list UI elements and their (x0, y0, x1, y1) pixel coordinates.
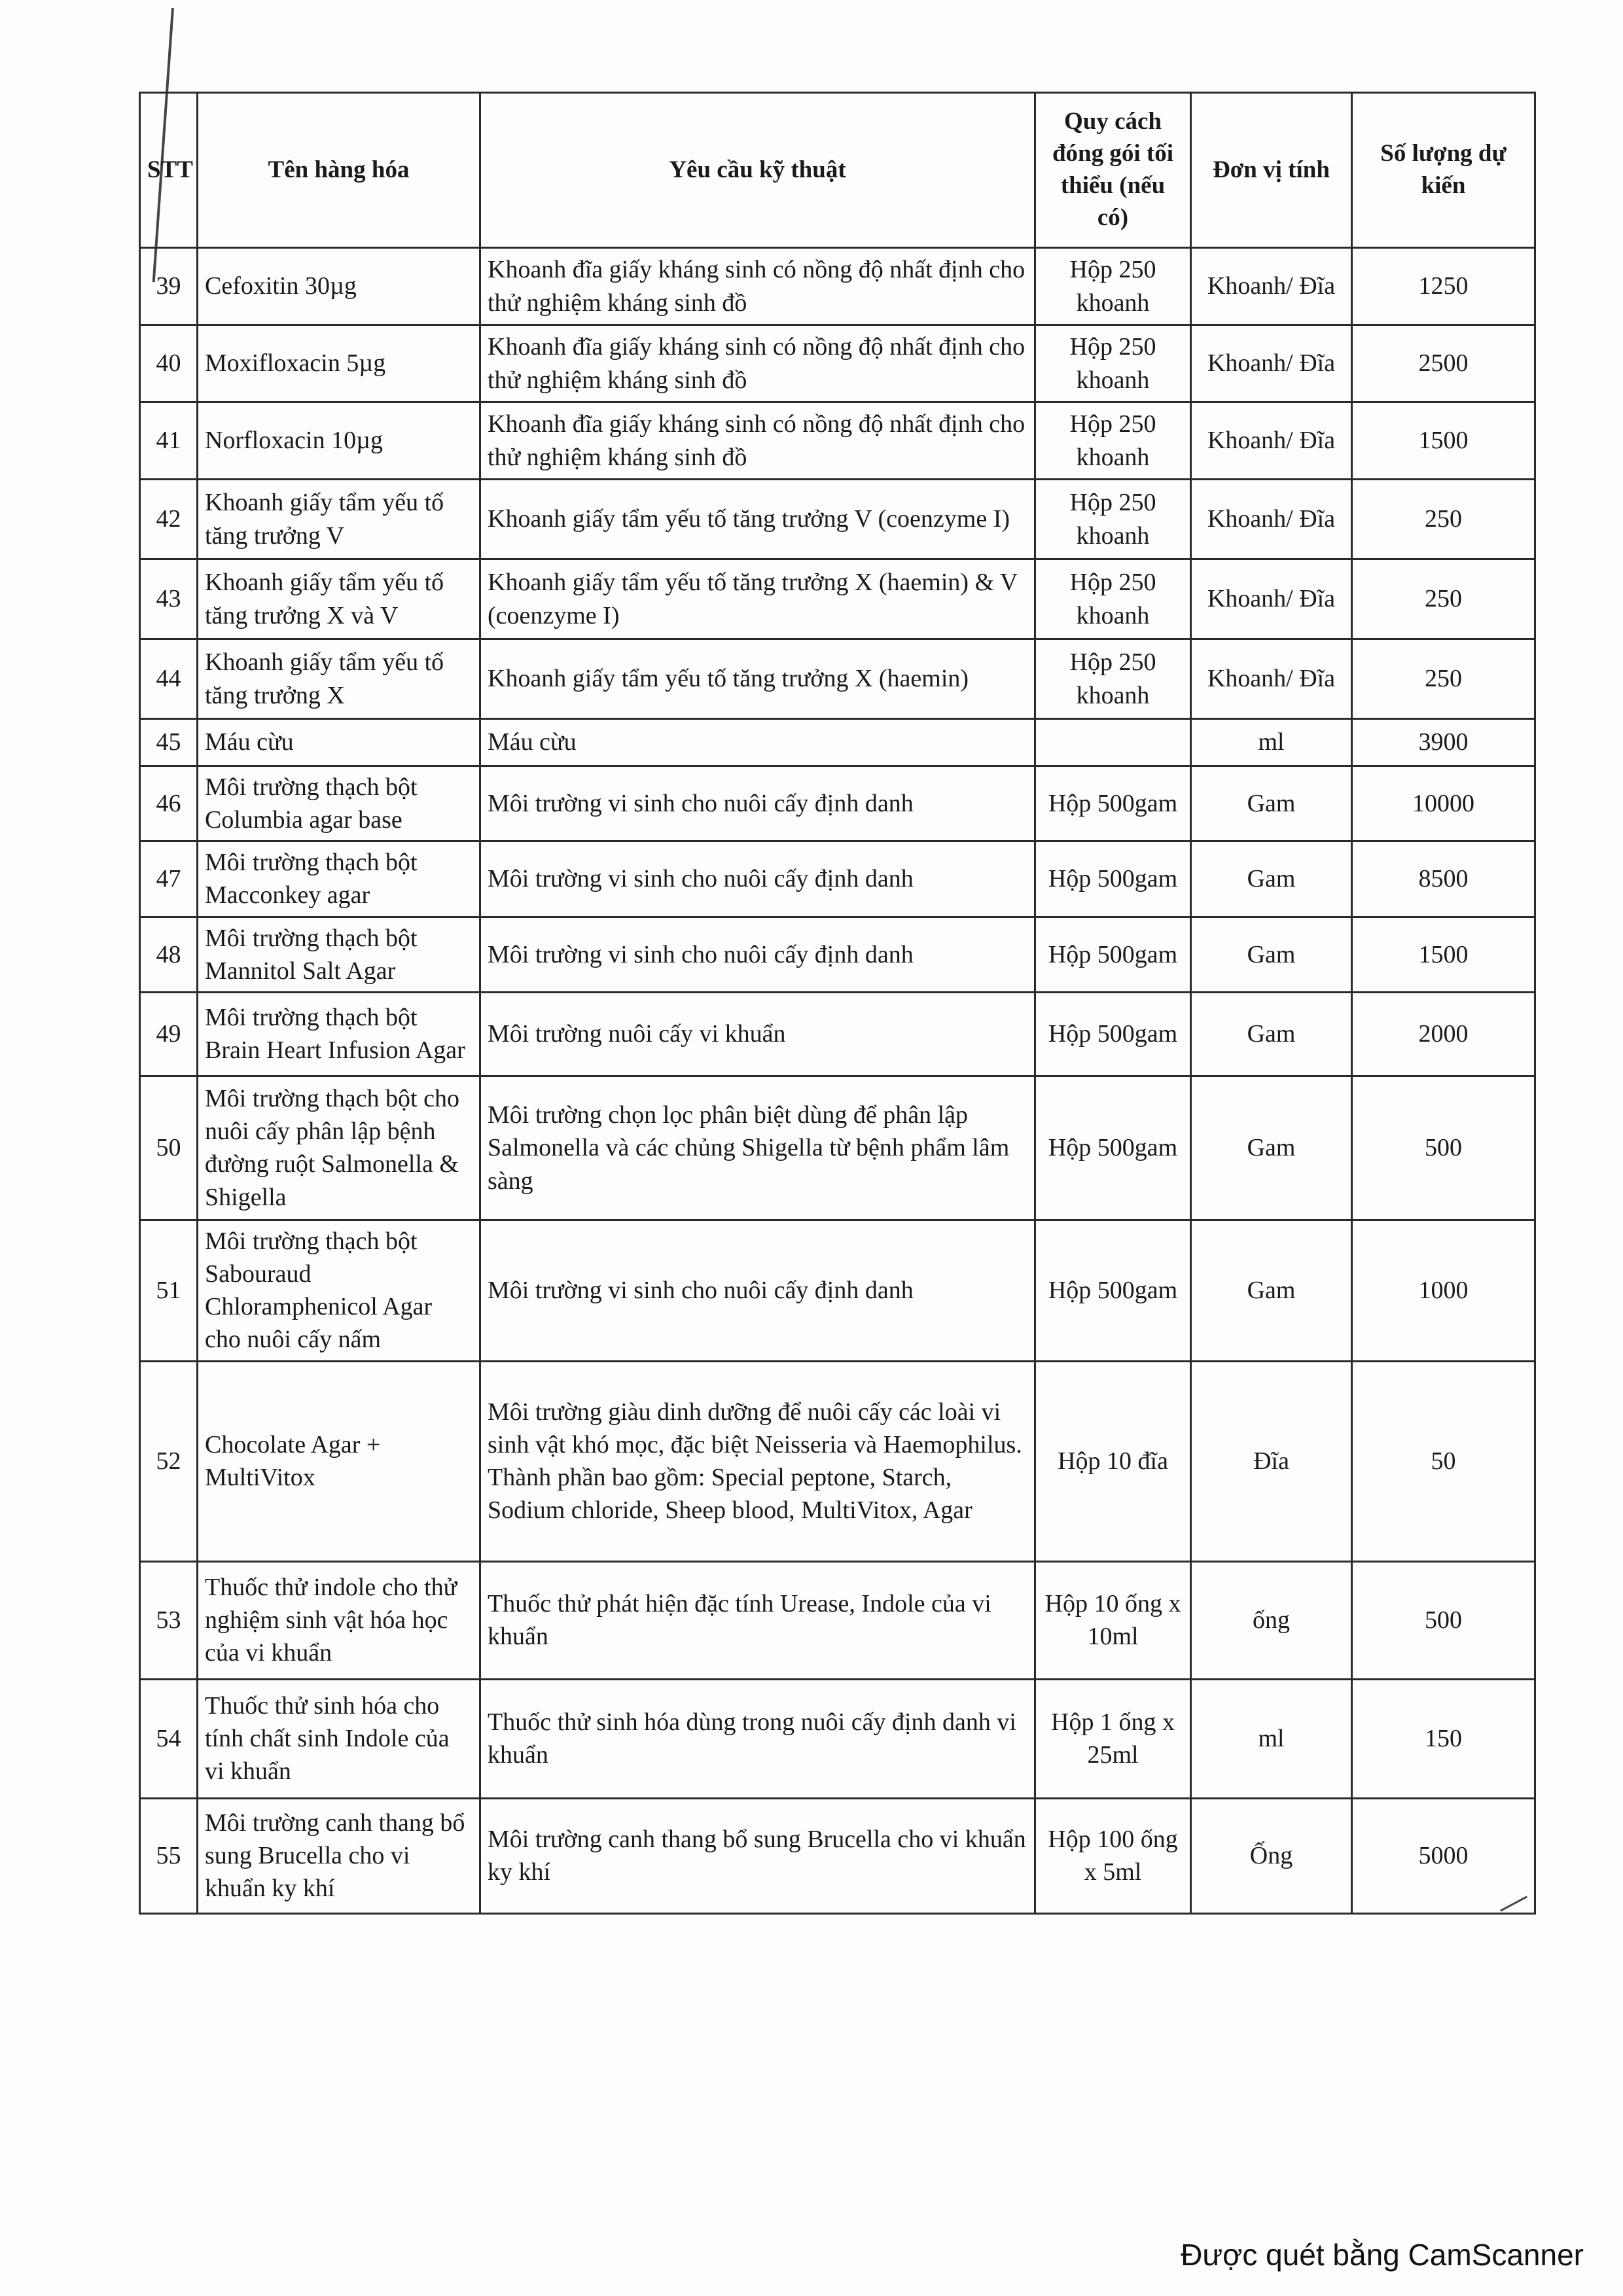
cell-requirements: Khoanh đĩa giấy kháng sinh có nồng độ nhất định cho thử nghiệm kháng sinh đồ (480, 325, 1035, 402)
table-header-row (140, 93, 1535, 248)
cell-name: Máu cừu (198, 719, 480, 766)
cell-name: Moxifloxacin 5µg (198, 325, 480, 402)
goods-table-container (139, 92, 1534, 1915)
cell-quantity: 250 (1352, 639, 1535, 719)
cell-unit: ống (1191, 1561, 1352, 1679)
cell-stt: 45 (140, 719, 198, 766)
cell-name: Cefoxitin 30µg (198, 248, 480, 325)
cell-packaging: Hộp 250 khoanh (1035, 559, 1191, 639)
cell-unit: Gam (1191, 766, 1352, 841)
table-row (140, 1561, 1535, 1679)
table-row (140, 248, 1535, 325)
table-row (140, 1798, 1535, 1913)
cell-requirements: Môi trường giàu dinh dưỡng để nuôi cấy các loài vi sinh vật khó mọc, đặc biệt Neisseria và Haemophilus. Thành phần bao gồm: Special peptone, Starch, Sodium chloride, Sheep blood, MultiVitox, Agar (480, 1361, 1035, 1561)
cell-stt: 41 (140, 402, 198, 480)
table-row (140, 1679, 1535, 1798)
cell-name: Norfloxacin 10µg (198, 402, 480, 480)
cell-name: Môi trường thạch bột cho nuôi cấy phân lập bệnh đường ruột Salmonella & Shigella (198, 1076, 480, 1220)
cell-quantity: 250 (1352, 559, 1535, 639)
header-name: Tên hàng hóa (198, 93, 480, 248)
header-stt: STT (140, 93, 198, 248)
cell-quantity: 1000 (1352, 1220, 1535, 1361)
header-quantity: Số lượng dự kiến (1352, 93, 1535, 248)
cell-stt: 39 (140, 248, 198, 325)
cell-stt: 46 (140, 766, 198, 841)
table-row (140, 402, 1535, 480)
cell-stt: 47 (140, 841, 198, 917)
cell-requirements: Môi trường vi sinh cho nuôi cấy định danh (480, 917, 1035, 992)
cell-packaging: Hộp 250 khoanh (1035, 480, 1191, 559)
cell-name: Chocolate Agar + MultiVitox (198, 1361, 480, 1561)
cell-requirements: Máu cừu (480, 719, 1035, 766)
cell-packaging: Hộp 10 đĩa (1035, 1361, 1191, 1561)
cell-packaging: Hộp 250 khoanh (1035, 325, 1191, 402)
table-row (140, 480, 1535, 559)
header-requirements: Yêu cầu kỹ thuật (480, 93, 1035, 248)
table-row (140, 841, 1535, 917)
table-row (140, 766, 1535, 841)
cell-requirements: Khoanh giấy tẩm yếu tố tăng trưởng V (coenzyme I) (480, 480, 1035, 559)
cell-unit: ml (1191, 1679, 1352, 1798)
cell-name: Môi trường thạch bột Brain Heart Infusion Agar (198, 992, 480, 1076)
cell-packaging: Hộp 250 khoanh (1035, 248, 1191, 325)
table-row (140, 325, 1535, 402)
cell-name: Môi trường canh thang bổ sung Brucella cho vi khuẩn ky khí (198, 1798, 480, 1913)
cell-quantity: 3900 (1352, 719, 1535, 766)
cell-packaging: Hộp 250 khoanh (1035, 639, 1191, 719)
cell-requirements: Môi trường vi sinh cho nuôi cấy định danh (480, 766, 1035, 841)
cell-packaging: Hộp 500gam (1035, 917, 1191, 992)
cell-unit: Gam (1191, 1076, 1352, 1220)
cell-name: Môi trường thạch bột Columbia agar base (198, 766, 480, 841)
cell-unit: Gam (1191, 992, 1352, 1076)
cell-quantity: 10000 (1352, 766, 1535, 841)
cell-unit: Ống (1191, 1798, 1352, 1913)
cell-stt: 42 (140, 480, 198, 559)
cell-quantity: 5000 (1352, 1798, 1535, 1913)
cell-packaging (1035, 719, 1191, 766)
cell-unit: Đĩa (1191, 1361, 1352, 1561)
cell-quantity: 2000 (1352, 992, 1535, 1076)
cell-quantity: 1250 (1352, 248, 1535, 325)
cell-name: Môi trường thạch bột Mannitol Salt Agar (198, 917, 480, 992)
cell-quantity: 1500 (1352, 917, 1535, 992)
cell-requirements: Thuốc thử phát hiện đặc tính Urease, Indole của vi khuẩn (480, 1561, 1035, 1679)
cell-packaging: Hộp 1 ống x 25ml (1035, 1679, 1191, 1798)
cell-stt: 49 (140, 992, 198, 1076)
table-row (140, 917, 1535, 992)
cell-quantity: 250 (1352, 480, 1535, 559)
cell-name: Môi trường thạch bột Macconkey agar (198, 841, 480, 917)
table-row (140, 719, 1535, 766)
cell-quantity: 150 (1352, 1679, 1535, 1798)
cell-requirements: Môi trường vi sinh cho nuôi cấy định danh (480, 841, 1035, 917)
header-packaging: Quy cách đóng gói tối thiểu (nếu có) (1035, 93, 1191, 248)
cell-unit: Khoanh/ Đĩa (1191, 639, 1352, 719)
cell-unit: Gam (1191, 1220, 1352, 1361)
cell-name: Thuốc thử indole cho thử nghiệm sinh vật hóa học của vi khuẩn (198, 1561, 480, 1679)
cell-name: Khoanh giấy tẩm yếu tố tăng trưởng X và V (198, 559, 480, 639)
cell-name: Thuốc thử sinh hóa cho tính chất sinh Indole của vi khuẩn (198, 1679, 480, 1798)
cell-stt: 50 (140, 1076, 198, 1220)
cell-unit: ml (1191, 719, 1352, 766)
header-unit: Đơn vị tính (1191, 93, 1352, 248)
cell-requirements: Môi trường chọn lọc phân biệt dùng để phân lập Salmonella và các chủng Shigella từ bệnh phẩm lâm sàng (480, 1076, 1035, 1220)
cell-quantity: 500 (1352, 1561, 1535, 1679)
cell-unit: Khoanh/ Đĩa (1191, 559, 1352, 639)
cell-packaging: Hộp 500gam (1035, 992, 1191, 1076)
cell-unit: Khoanh/ Đĩa (1191, 325, 1352, 402)
cell-stt: 55 (140, 1798, 198, 1913)
cell-requirements: Môi trường nuôi cấy vi khuẩn (480, 992, 1035, 1076)
table-row (140, 1076, 1535, 1220)
cell-unit: Khoanh/ Đĩa (1191, 480, 1352, 559)
table-row (140, 639, 1535, 719)
cell-quantity: 500 (1352, 1076, 1535, 1220)
cell-stt: 51 (140, 1220, 198, 1361)
cell-requirements: Khoanh giấy tẩm yếu tố tăng trưởng X (haemin) (480, 639, 1035, 719)
cell-packaging: Hộp 500gam (1035, 766, 1191, 841)
cell-packaging: Hộp 500gam (1035, 841, 1191, 917)
cell-stt: 54 (140, 1679, 198, 1798)
table-row (140, 1361, 1535, 1561)
cell-unit: Khoanh/ Đĩa (1191, 402, 1352, 480)
cell-quantity: 1500 (1352, 402, 1535, 480)
cell-quantity: 2500 (1352, 325, 1535, 402)
cell-requirements: Khoanh đĩa giấy kháng sinh có nồng độ nhất định cho thử nghiệm kháng sinh đồ (480, 248, 1035, 325)
cell-stt: 43 (140, 559, 198, 639)
scanner-watermark: Được quét bằng CamScanner (1181, 2238, 1584, 2272)
cell-requirements: Môi trường vi sinh cho nuôi cấy định danh (480, 1220, 1035, 1361)
cell-stt: 44 (140, 639, 198, 719)
cell-requirements: Môi trường canh thang bổ sung Brucella cho vi khuẩn ky khí (480, 1798, 1035, 1913)
cell-packaging: Hộp 500gam (1035, 1076, 1191, 1220)
cell-unit: Khoanh/ Đĩa (1191, 248, 1352, 325)
cell-stt: 52 (140, 1361, 198, 1561)
cell-packaging: Hộp 10 ống x 10ml (1035, 1561, 1191, 1679)
cell-unit: Gam (1191, 917, 1352, 992)
cell-stt: 53 (140, 1561, 198, 1679)
cell-stt: 40 (140, 325, 198, 402)
cell-requirements: Khoanh đĩa giấy kháng sinh có nồng độ nhất định cho thử nghiệm kháng sinh đồ (480, 402, 1035, 480)
cell-stt: 48 (140, 917, 198, 992)
table-row (140, 559, 1535, 639)
cell-quantity: 50 (1352, 1361, 1535, 1561)
table-row (140, 992, 1535, 1076)
table-row (140, 1220, 1535, 1361)
cell-name: Khoanh giấy tẩm yếu tố tăng trưởng X (198, 639, 480, 719)
cell-name: Khoanh giấy tẩm yếu tố tăng trưởng V (198, 480, 480, 559)
cell-packaging: Hộp 250 khoanh (1035, 402, 1191, 480)
cell-quantity: 8500 (1352, 841, 1535, 917)
cell-packaging: Hộp 500gam (1035, 1220, 1191, 1361)
cell-unit: Gam (1191, 841, 1352, 917)
cell-name: Môi trường thạch bột Sabouraud Chloramphenicol Agar cho nuôi cấy nấm (198, 1220, 480, 1361)
cell-requirements: Thuốc thử sinh hóa dùng trong nuôi cấy định danh vi khuẩn (480, 1679, 1035, 1798)
cell-packaging: Hộp 100 ống x 5ml (1035, 1798, 1191, 1913)
cell-requirements: Khoanh giấy tẩm yếu tố tăng trưởng X (haemin) & V (coenzyme I) (480, 559, 1035, 639)
goods-table (139, 92, 1536, 1915)
